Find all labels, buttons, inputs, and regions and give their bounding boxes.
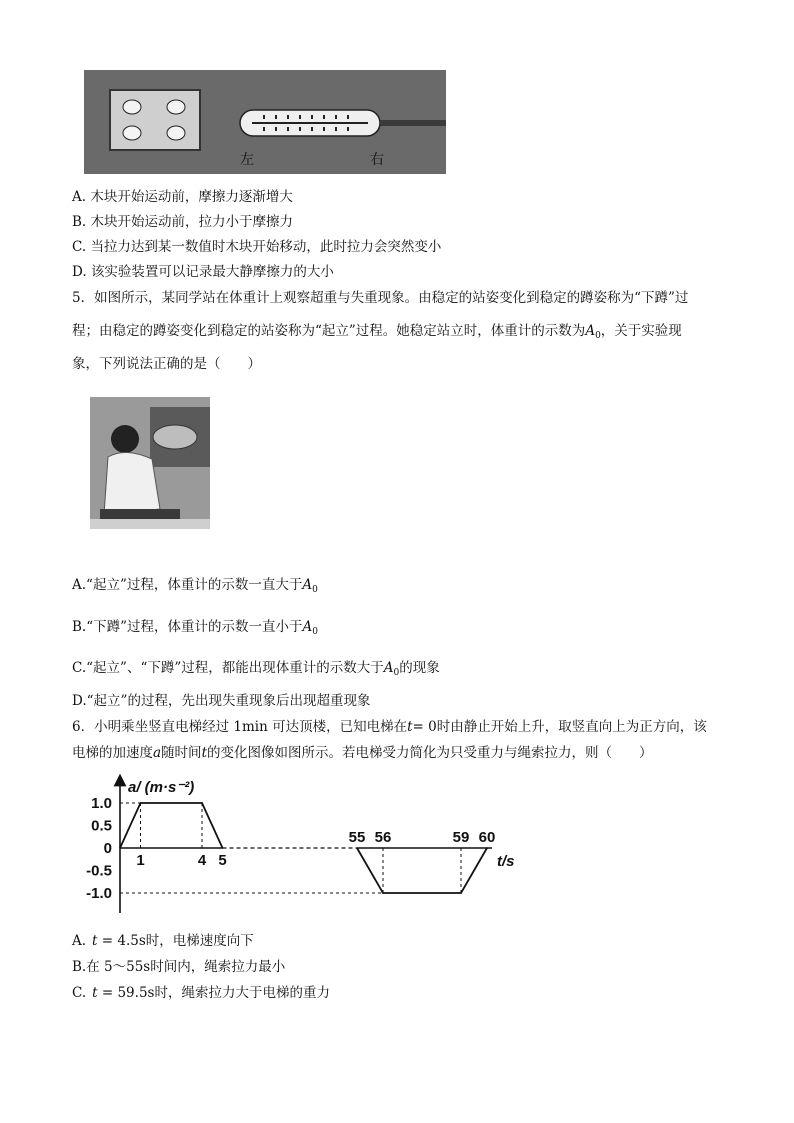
y-tick-label: -0.5 xyxy=(86,862,112,880)
x-tick-label: 1 xyxy=(136,852,145,869)
y-tick-label: 0 xyxy=(103,840,112,857)
x-axis-label: t/s xyxy=(497,853,515,870)
x-tick-label: 56 xyxy=(374,829,392,846)
q4-option-d: D. 该实验装置可以记录最大静摩擦力的大小 xyxy=(72,264,334,280)
y-tick-label: 1.0 xyxy=(91,795,112,812)
q5-stem-line2: 程；由稳定的蹲姿变化到稳定的站姿称为“起立”过程。她稳定站立时，体重计的示数为$A_0$，关于实验现 xyxy=(72,323,682,341)
photo-label-left: 左 xyxy=(240,152,254,168)
x-tick-label: 60 xyxy=(478,829,496,846)
q5-stem-line1: 5．如图所示，某同学站在体重计上观察超重与失重现象。由稳定的站姿变化到稳定的蹲姿称为“下蹲”过 xyxy=(72,290,689,306)
y-tick-label: -1.0 xyxy=(86,885,112,902)
q6-option-b: B.在 5～55s时间内，绳索拉力最小 xyxy=(72,959,286,975)
q5-stem-line3: 象，下列说法正确的是（ ） xyxy=(72,356,261,372)
q5-option-d: D.“起立”的过程，先出现失重现象后出现超重现象 xyxy=(72,693,371,709)
data-point xyxy=(222,847,224,849)
q6-option-c: C. t = 59.5s时，绳索拉力大于电梯的重力 xyxy=(72,985,330,1001)
data-point xyxy=(140,802,142,804)
x-tick-label: 55 xyxy=(348,829,366,846)
person-on-scale-photo xyxy=(90,397,210,529)
y-axis-label: a/ (m·s⁻²) xyxy=(128,779,195,796)
data-point xyxy=(460,892,462,894)
data-point xyxy=(486,847,488,849)
scale-photo-drawing xyxy=(84,70,446,174)
q4-option-a: A. 木块开始运动前，摩擦力逐渐增大 xyxy=(72,189,293,205)
q4-option-c: C. 当拉力达到某一数值时木块开始移动，此时拉力会突然变小 xyxy=(72,239,442,255)
y-tick-label: 0.5 xyxy=(91,817,112,835)
q5-option-a: A.“起立”过程，体重计的示数一直大于$A_0$ xyxy=(72,577,318,595)
photo-label-right: 右 xyxy=(370,152,384,168)
data-point xyxy=(201,802,203,804)
data-point xyxy=(119,847,121,849)
scale-photo xyxy=(84,70,446,174)
q6-stem-line1: 6．小明乘坐竖直电梯经过 1min 可达顶楼，已知电梯在t= 0时由静止开始上升，取竖直向上为正方向，该 xyxy=(72,719,707,735)
series-line-left xyxy=(120,803,223,848)
data-point xyxy=(382,892,384,894)
q5-option-b: B.“下蹲”过程，体重计的示数一直小于$A_0$ xyxy=(72,619,319,637)
series-line-right xyxy=(357,848,487,893)
x-tick-label: 5 xyxy=(218,852,227,869)
person-photo-drawing xyxy=(90,397,210,529)
x-tick-label: 59 xyxy=(452,829,470,846)
q4-option-b: B. 木块开始运动前，拉力小于摩擦力 xyxy=(72,214,294,230)
q6-stem-line2: 电梯的加速度a随时间t的变化图像如图所示。若电梯受力简化为只受重力与绳索拉力，则（ ） xyxy=(72,745,653,761)
q5-option-c: C.“起立”、“下蹲”过程，都能出现体重计的示数大于$A_0$的现象 xyxy=(72,660,440,678)
q6-option-a: A. t = 4.5s时，电梯速度向下 xyxy=(72,933,254,949)
x-tick-label: 4 xyxy=(197,852,207,869)
acceleration-time-chart xyxy=(72,770,515,920)
data-point xyxy=(356,847,358,849)
